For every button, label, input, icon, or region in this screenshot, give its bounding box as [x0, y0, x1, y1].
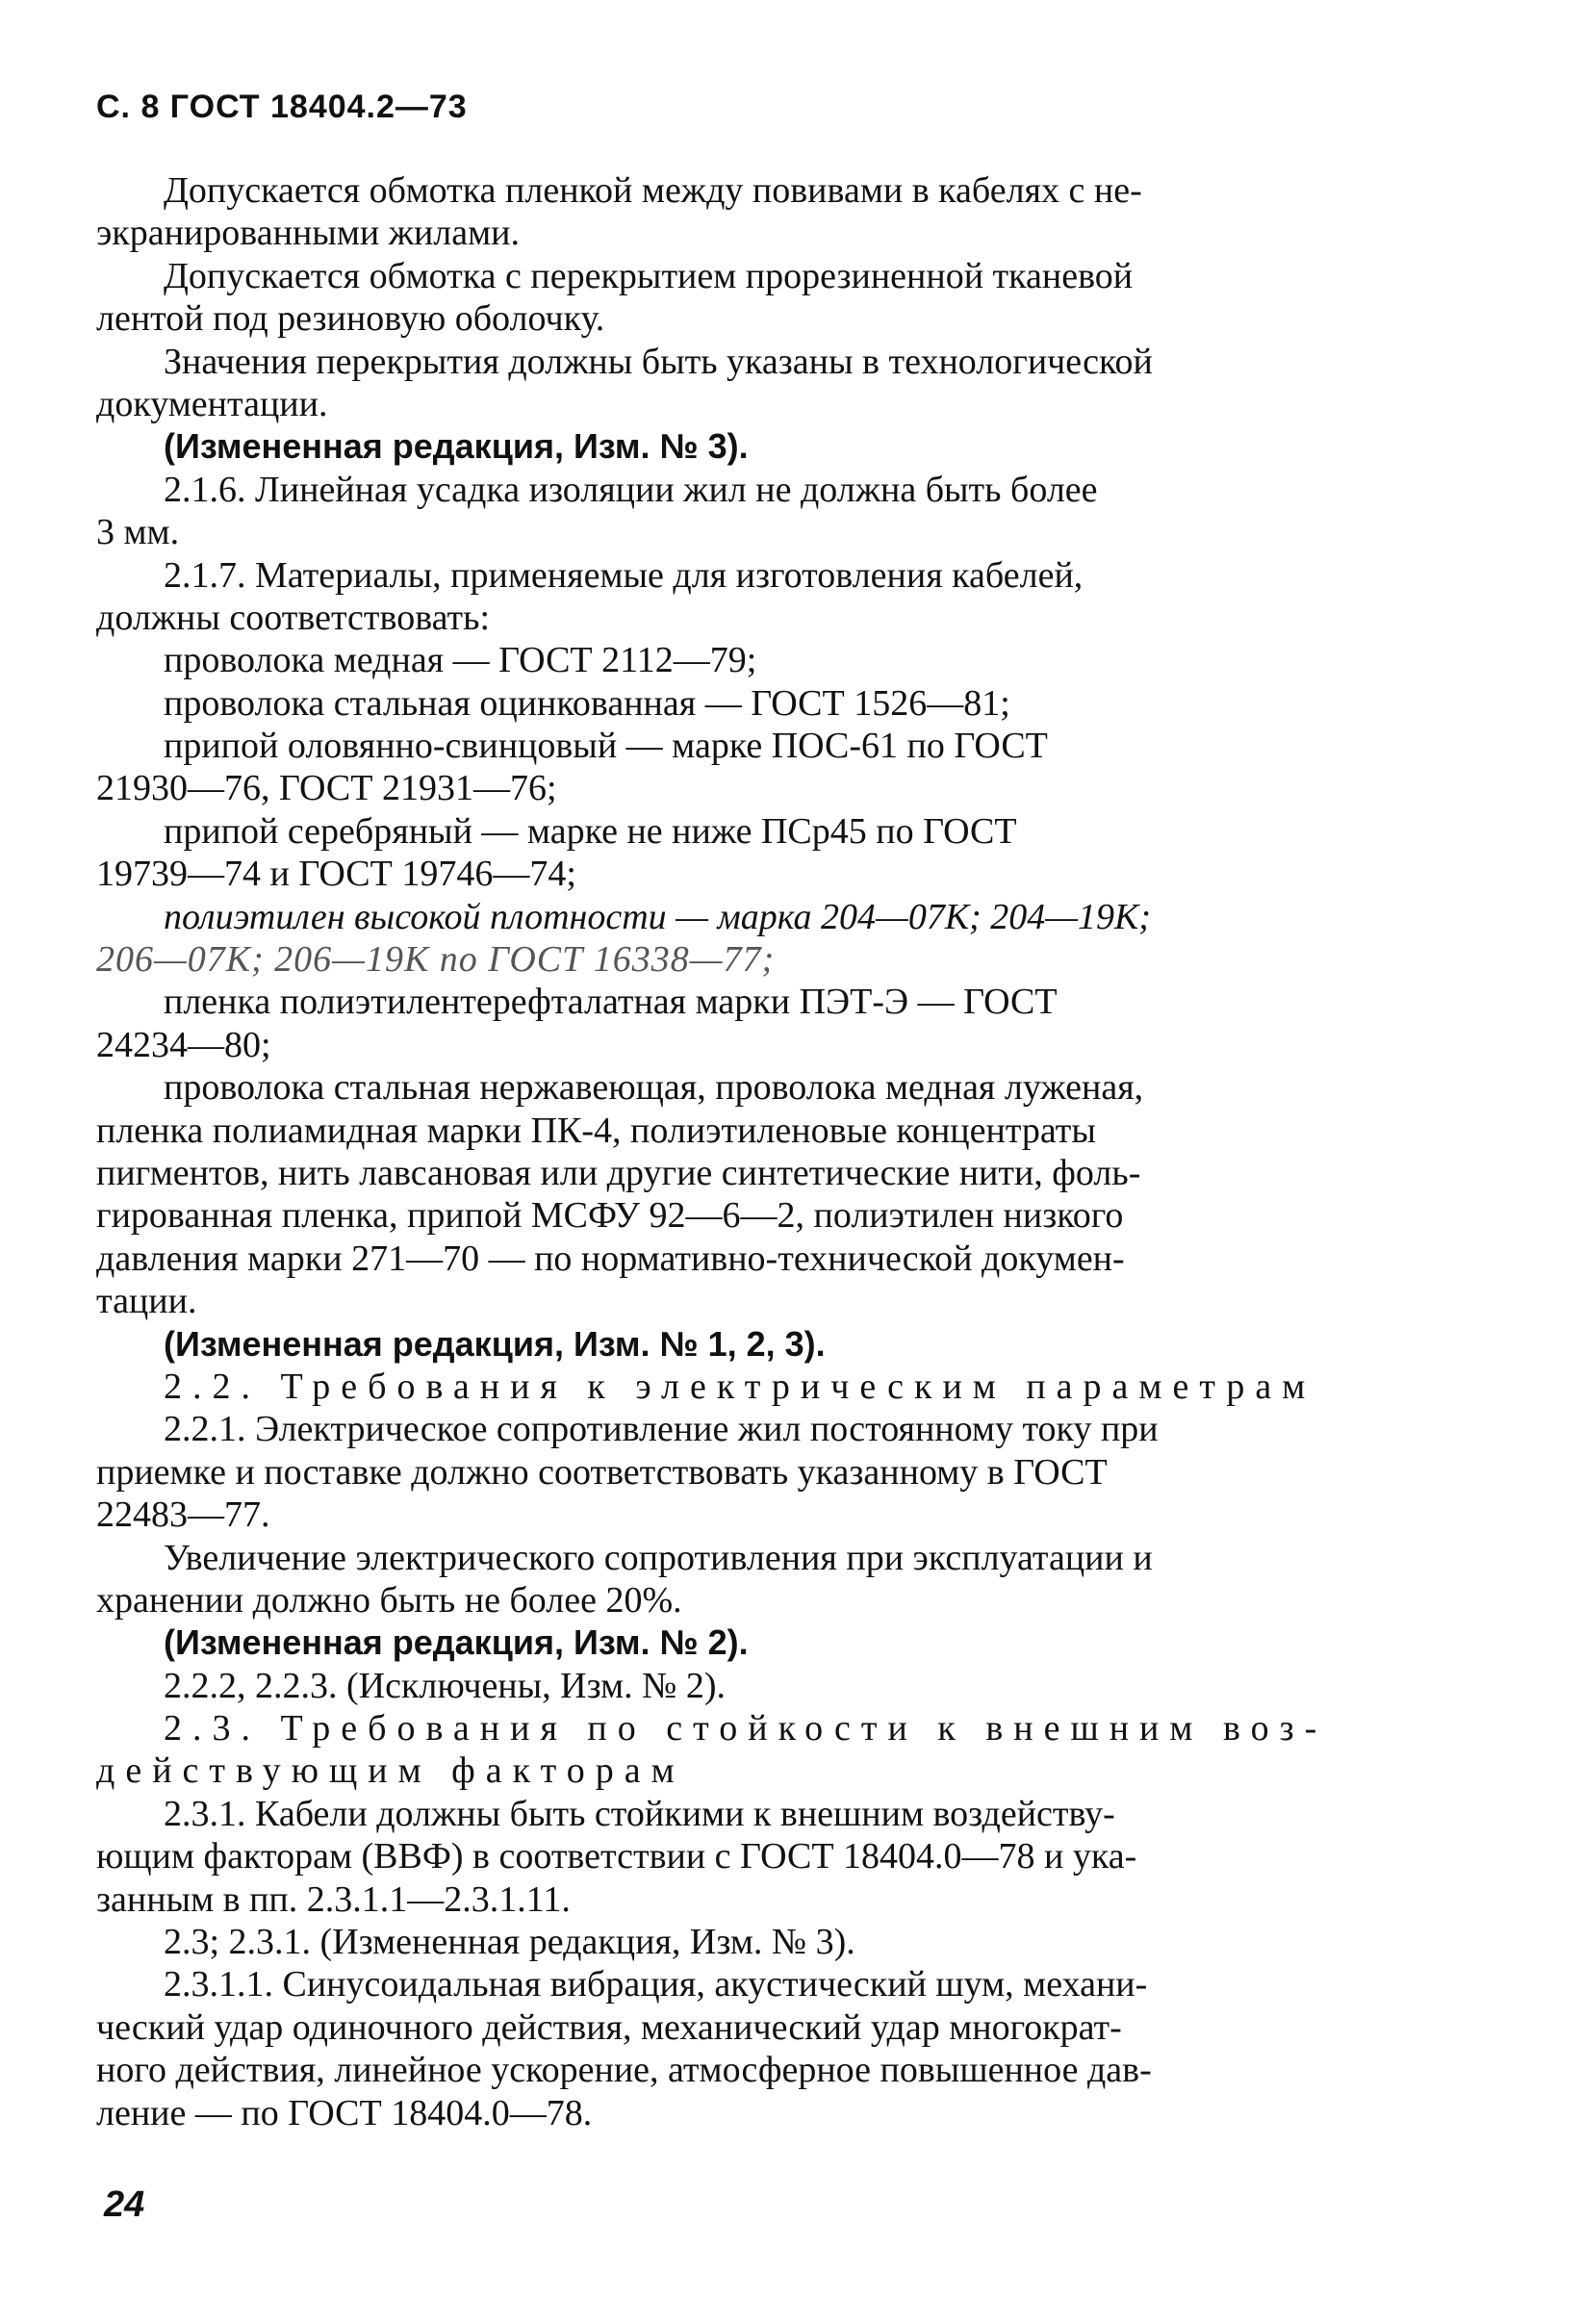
text-line: пленка полиэтилентерефталатная марки ПЭТ-Э — ГОСТ: [164, 982, 1058, 1023]
text-line: ющим факторам (ВВФ) в соответствии с ГОСТ 18404.0—78 и ука-: [96, 1836, 1137, 1877]
text-line: тации.: [96, 1281, 197, 1322]
text-line: 2.3. Требования по стойкости к внешним воз-: [164, 1708, 1328, 1749]
text-line: проволока стальная нержавеющая, проволока медная луженая,: [164, 1067, 1144, 1109]
text-line: 2.1.6. Линейная усадка изоляции жил не должна быть более: [164, 469, 1098, 510]
text-line: пигментов, нить лавсановая или другие синтетические нити, фоль-: [96, 1152, 1141, 1193]
text-line: (Измененная редакция, Изм. № 1, 2, 3).: [164, 1323, 826, 1364]
text-line: припой оловянно-свинцовый — марке ПОС-61 по ГОСТ: [164, 726, 1048, 767]
page-number: 24: [104, 2184, 145, 2225]
text-line: пленка полиамидная марки ПК-4, полиэтиленовые концентраты: [96, 1110, 1096, 1151]
text-line: занным в пп. 2.3.1.1—2.3.1.11.: [96, 1878, 571, 1920]
page-header: С. 8 ГОСТ 18404.2—73: [96, 89, 468, 125]
text-line: Допускается обмотка пленкой между повивами в кабелях с не-: [164, 170, 1142, 211]
text-line: хранении должно быть не более 20%.: [96, 1579, 682, 1621]
text-line: 2.3; 2.3.1. (Измененная редакция, Изм. № 3).: [164, 1922, 855, 1963]
text-line: экранированными жилами.: [96, 213, 521, 254]
text-line: припой серебряный — марке не ниже ПСр45 по ГОСТ: [164, 810, 1017, 852]
text-line: полиэтилен высокой плотности — марка 204—07К; 204—19К;: [164, 896, 1151, 937]
text-line: 206—07К; 206—19К по ГОСТ 16338—77;: [96, 939, 776, 981]
text-line: Допускается обмотка с перекрытием прорезиненной тканевой: [164, 255, 1134, 296]
text-line: ческий удар одиночного действия, механический удар многократ-: [96, 2006, 1122, 2048]
text-line: Значения перекрытия должны быть указаны в технологической: [164, 341, 1153, 382]
text-line: 21930—76, ГОСТ 21931—76;: [96, 768, 557, 809]
text-line: 2.1.7. Материалы, применяемые для изготовления кабелей,: [164, 554, 1084, 596]
text-line: 2.2.2, 2.2.3. (Исключены, Изм. № 2).: [164, 1665, 727, 1706]
text-line: документации.: [96, 383, 328, 424]
text-line: (Измененная редакция, Изм. № 2).: [164, 1622, 749, 1663]
text-line: проволока медная — ГОСТ 2112—79;: [164, 640, 757, 681]
text-line: (Измененная редакция, Изм. № 3).: [164, 426, 749, 467]
text-line: приемке и поставке должно соответствовать указанному в ГОСТ: [96, 1451, 1108, 1493]
text-line: 22483—77.: [96, 1494, 270, 1536]
text-line: 2.3.1. Кабели должны быть стойкими к внешним воздейству-: [164, 1793, 1115, 1834]
text-line: 2.3.1.1. Синусоидальная вибрация, акустический шум, механи-: [164, 1964, 1148, 2005]
text-line: должны соответствовать:: [96, 597, 491, 638]
text-line: лентой под резиновую оболочку.: [96, 298, 605, 340]
text-line: проволока стальная оцинкованная — ГОСТ 1526—81;: [164, 682, 1010, 724]
text-line: Увеличение электрического сопротивления при эксплуатации и: [164, 1537, 1153, 1578]
text-line: 3 мм.: [96, 512, 180, 553]
text-line: 2.2.1. Электрическое сопротивление жил постоянному току при: [164, 1409, 1159, 1450]
text-line: 19739—74 и ГОСТ 19746—74;: [96, 854, 576, 895]
text-line: действующим факторам: [96, 1750, 685, 1792]
body-text: [96, 169, 1424, 2134]
text-line: 24234—80;: [96, 1024, 271, 1065]
text-line: давления марки 271—70 — по нормативно-технической докумен-: [96, 1238, 1125, 1279]
text-line: 2.2. Требования к электрическим параметрам: [164, 1366, 1316, 1407]
text-line: ного действия, линейное ускорение, атмосферное повышенное дав-: [96, 2050, 1152, 2091]
text-line: гированная пленка, припой МСФУ 92—6—2, полиэтилен низкого: [96, 1195, 1124, 1237]
text-line: ление — по ГОСТ 18404.0—78.: [96, 2092, 593, 2133]
